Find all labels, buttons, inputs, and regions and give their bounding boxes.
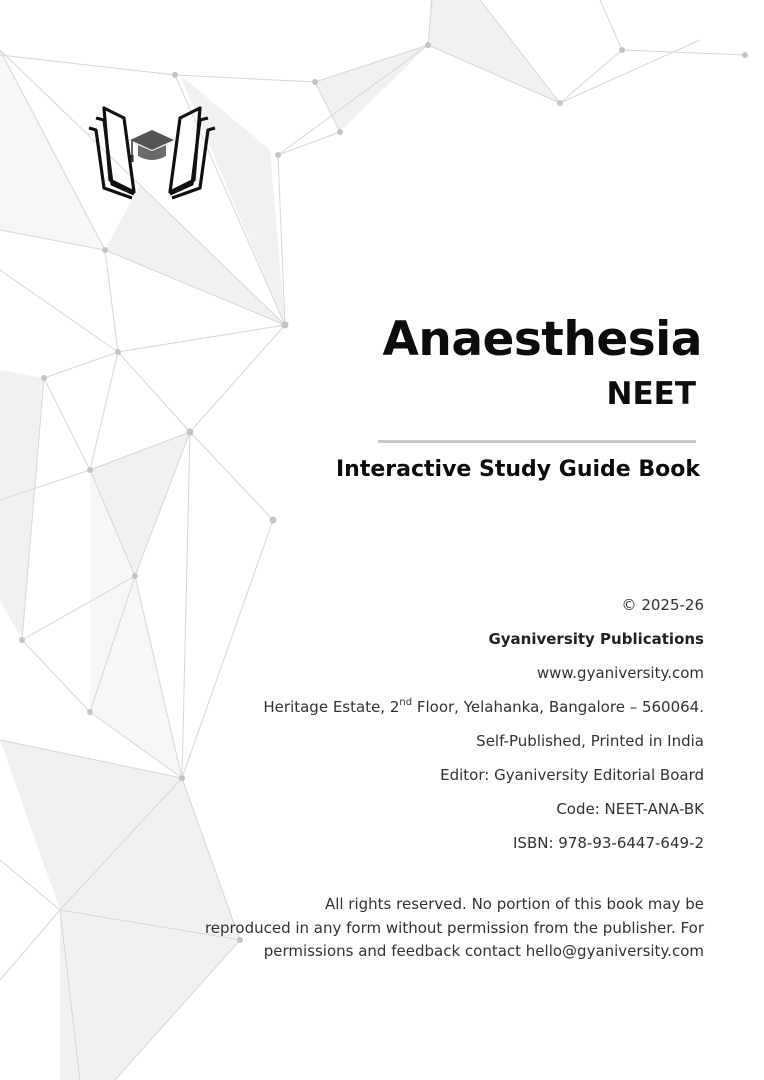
book-title: Anaesthesia bbox=[382, 312, 702, 367]
title-block bbox=[282, 312, 702, 414]
editor-info: Editor: Gyaniversity Editorial Board bbox=[440, 766, 704, 784]
rights-line-3: permissions and feedback contact hello@gyaniversity.com bbox=[263, 942, 704, 960]
address-ordinal: nd bbox=[399, 697, 413, 708]
isbn: ISBN: 978-93-6447-649-2 bbox=[513, 834, 704, 852]
publisher-name: Gyaniversity Publications bbox=[488, 630, 704, 648]
book-subtitle: Interactive Study Guide Book bbox=[336, 457, 700, 482]
printing-info: Self-Published, Printed in India bbox=[476, 732, 704, 750]
open-book-graduation-cap-icon bbox=[86, 100, 218, 200]
rights-line-2: reproduced in any form without permission from the publisher. For bbox=[204, 918, 704, 937]
address-part-1: Heritage Estate, 2 bbox=[263, 698, 400, 716]
address-part-2: Floor, Yelahanka, Bangalore – 560064. bbox=[412, 698, 704, 716]
rights-notice bbox=[124, 893, 704, 964]
title-divider bbox=[378, 440, 696, 443]
rights-line-1: All rights reserved. No portion of this book may be bbox=[324, 895, 704, 913]
publisher-address bbox=[184, 690, 704, 724]
publication-info bbox=[184, 588, 704, 860]
book-code: Code: NEET-ANA-BK bbox=[556, 800, 704, 818]
graduation-cap-icon bbox=[130, 130, 174, 162]
exam-name: NEET bbox=[606, 376, 696, 413]
website-link[interactable]: www.gyaniversity.com bbox=[536, 664, 704, 682]
copyright: © 2025-26 bbox=[621, 596, 704, 614]
